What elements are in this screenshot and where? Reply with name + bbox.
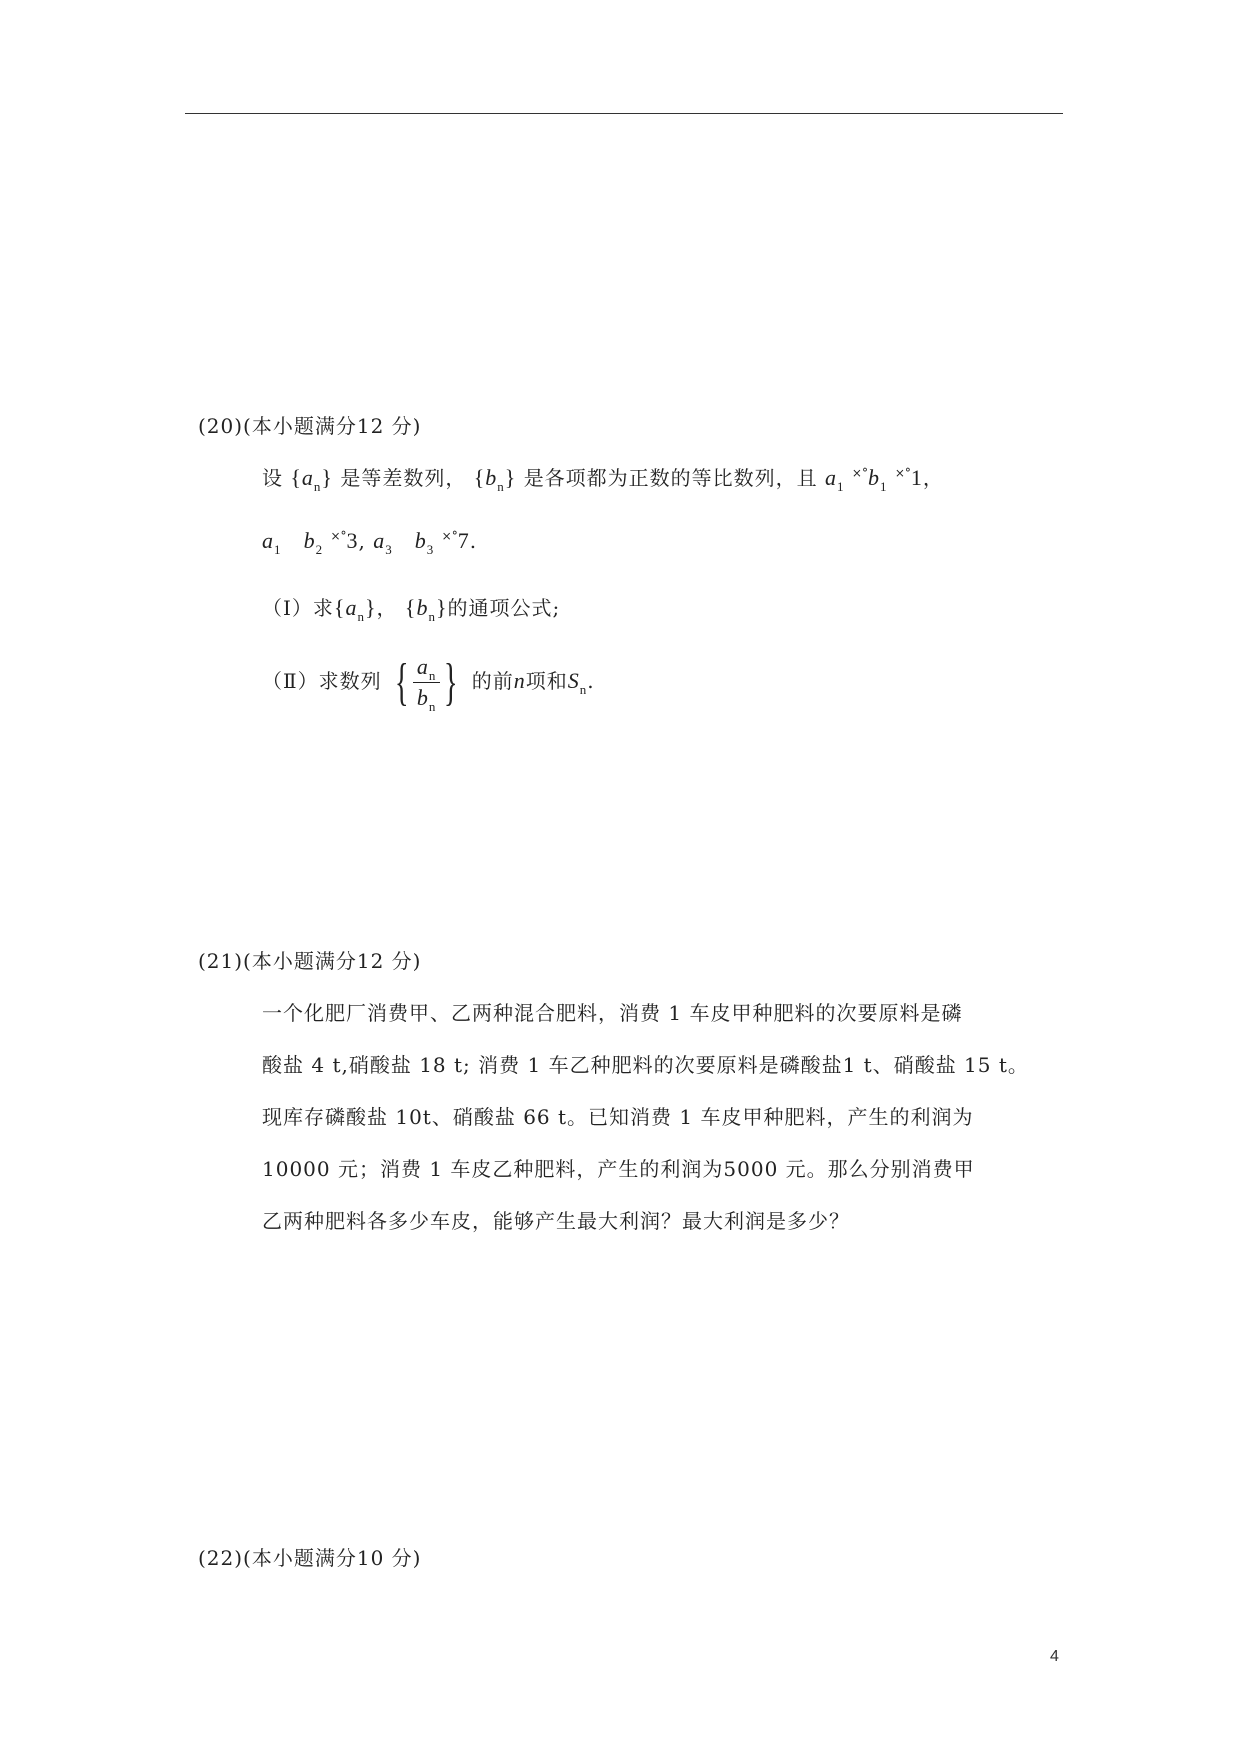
fraction-an-over-bn: { $\frac{a_n}{b_n}$ } [394,653,459,714]
q20-statement-line2: $a_1$ $b_2$ ×°3, $a_3$ $b_3$ ×°7. [262,528,478,557]
q21-line-4: 10000 元；消费 1 车皮乙种肥料，产生的利润为5000 元。那么分别消费甲 [262,1157,975,1181]
q21-line-1: 一个化肥厂消费甲、乙两种混合肥料，消费 1 车皮甲种肥料的次要原料是磷 [262,1001,963,1025]
q21-header: (21)(本小题满分12 分) [198,949,422,973]
q20-part1: （Ⅰ）求$\{a_n\}$， $\{b_n\}$的通项公式; [262,595,561,624]
page-number: 4 [1050,1648,1059,1665]
q20-text: 设 [262,466,283,490]
q22-header: (22)(本小题满分10 分) [198,1546,422,1570]
q20-part2: （Ⅱ）求数列 { $\frac{a_n}{b_n}$ } 的前n项和$S_n$. [262,653,595,714]
q21-line-2: 酸盐 4 t,硝酸盐 18 t; 消费 1 车乙种肥料的次要原料是磷酸盐1 t、硝酸盐 15 t。 [262,1053,1029,1077]
q21-line-5: 乙两种肥料各多少车皮，能够产生最大利润？最大利润是多少？ [262,1209,850,1233]
q21-line-3: 现库存磷酸盐 10t、硝酸盐 66 t。已知消费 1 车皮甲种肥料，产生的利润为 [262,1105,974,1129]
q20-statement-line1: 设 $\{a_n\}$ 是等差数列， $\{b_n\}$ 是各项都为正数的等比数列，且 $a_1$ $^{\times^\circ}b_1$ ×°1， [262,465,944,494]
q20-header: (20)(本小题满分12 分) [198,414,422,438]
header-rule [185,113,1063,114]
